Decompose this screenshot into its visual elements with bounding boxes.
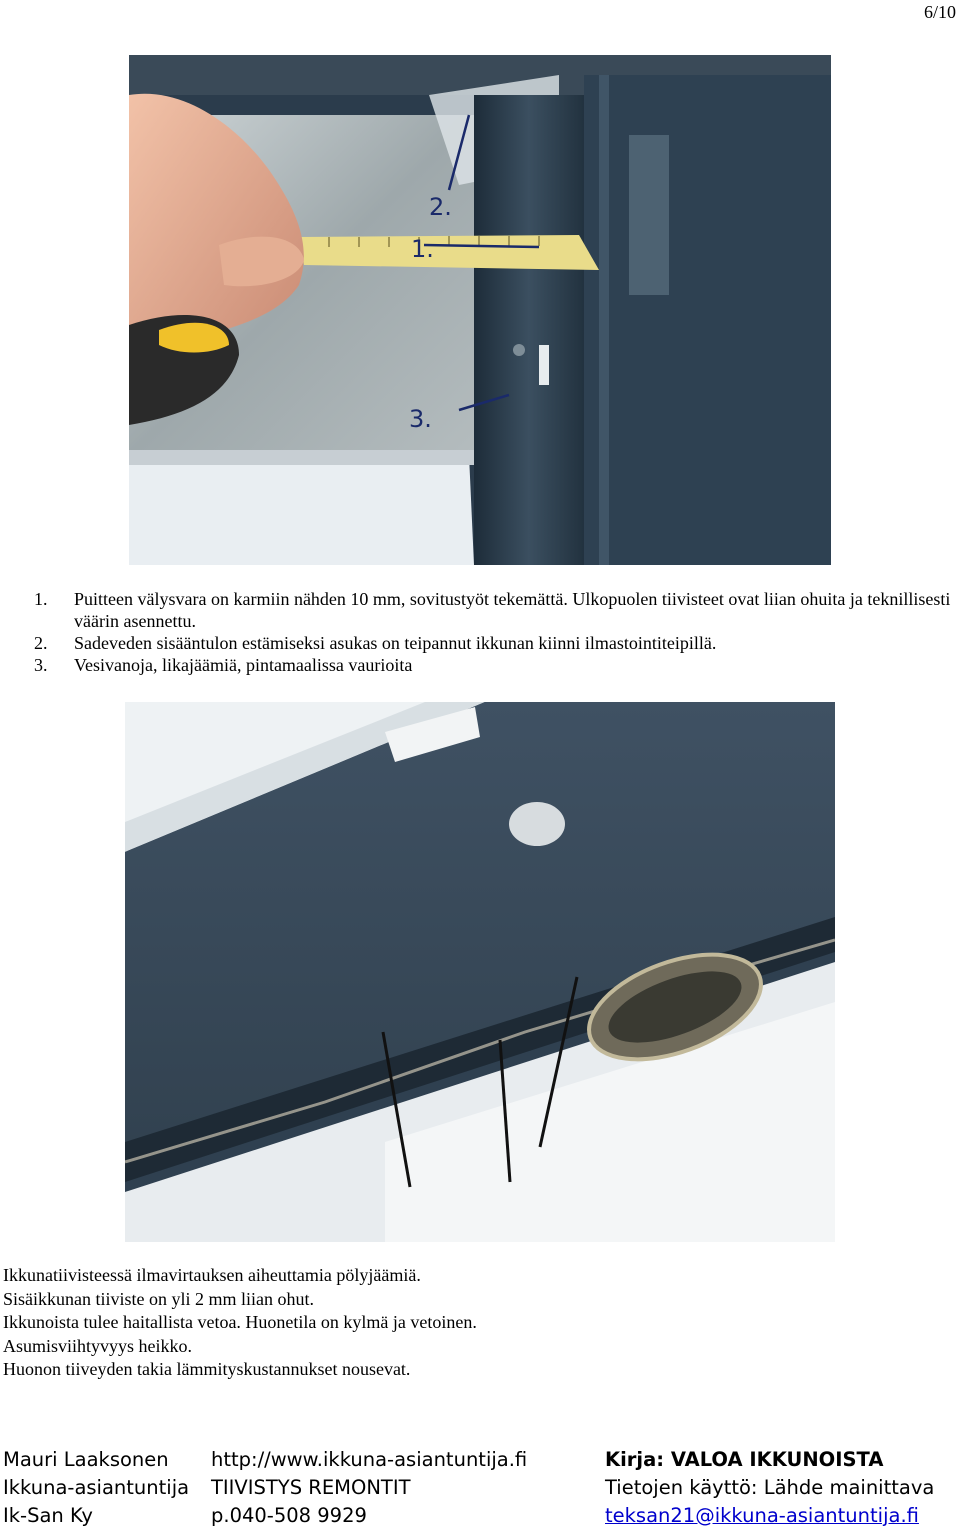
caption-item — [34, 632, 954, 654]
caption-item — [34, 654, 954, 676]
findings-text-block — [3, 1264, 943, 1382]
photo-label-3: 3. — [409, 405, 432, 433]
photo-caption-list — [34, 588, 954, 676]
footer-contact-column — [211, 1446, 527, 1530]
website-url[interactable]: http://www.ikkuna-asiantuntija.fi — [211, 1448, 528, 1471]
finding-line: Ikkunoista tulee haitallista vetoa. Huonetila on kylmä ja vetoinen. — [3, 1312, 477, 1332]
photo-label-2: 2. — [429, 193, 452, 221]
author-title: Ikkuna-asiantuntija — [3, 1476, 190, 1499]
phone-number: p.040-508 9929 — [211, 1504, 367, 1527]
caption-text: Puitteen välysvara on karmiin nähden 10 mm, sovitustyöt tekemättä. Ulkopuolen tiivisteet ovat liian ohuita ja teknillisesti väärin asennettu. — [74, 589, 951, 631]
caption-number: 2. — [34, 633, 48, 653]
finding-line: Sisäikkunan tiiviste on yli 2 mm liian ohut. — [3, 1288, 314, 1309]
usage-note: Tietojen käyttö: Lähde mainittava — [605, 1476, 935, 1499]
company-name: Ik-San Ky — [3, 1504, 93, 1527]
caption-text: Vesivanoja, likajäämiä, pintamaalissa vaurioita — [74, 655, 413, 675]
window-frame-measurement-photo — [129, 55, 831, 565]
window-seal-dust-photo — [125, 702, 835, 1242]
page-footer — [3, 1446, 958, 1536]
footer-book-column — [605, 1446, 934, 1530]
caption-item — [34, 588, 954, 632]
service-name: TIIVISTYS REMONTIT — [211, 1476, 411, 1499]
book-title: Kirja: VALOA IKKUNOISTA — [605, 1448, 884, 1471]
caption-number: 3. — [34, 655, 48, 675]
author-name: Mauri Laaksonen — [3, 1448, 169, 1471]
finding-line: Huonon tiiveyden takia lämmityskustannukset nousevat. — [3, 1359, 411, 1379]
photo-label-1: 1. — [411, 235, 434, 263]
footer-author-column — [3, 1446, 189, 1530]
caption-text: Sadeveden sisääntulon estämiseksi asukas on teipannut ikkunan kiinni ilmastointiteipillä. — [74, 633, 717, 653]
caption-number: 1. — [34, 589, 48, 609]
page-number: 6/10 — [923, 2, 956, 22]
finding-line: Ikkunatiivisteessä ilmavirtauksen aiheuttamia pölyjäämiä. — [3, 1265, 421, 1285]
email-link[interactable]: teksan21@ikkuna-asiantuntija.fi — [605, 1504, 919, 1527]
finding-line: Asumisviihtyvyys heikko. — [3, 1335, 193, 1356]
